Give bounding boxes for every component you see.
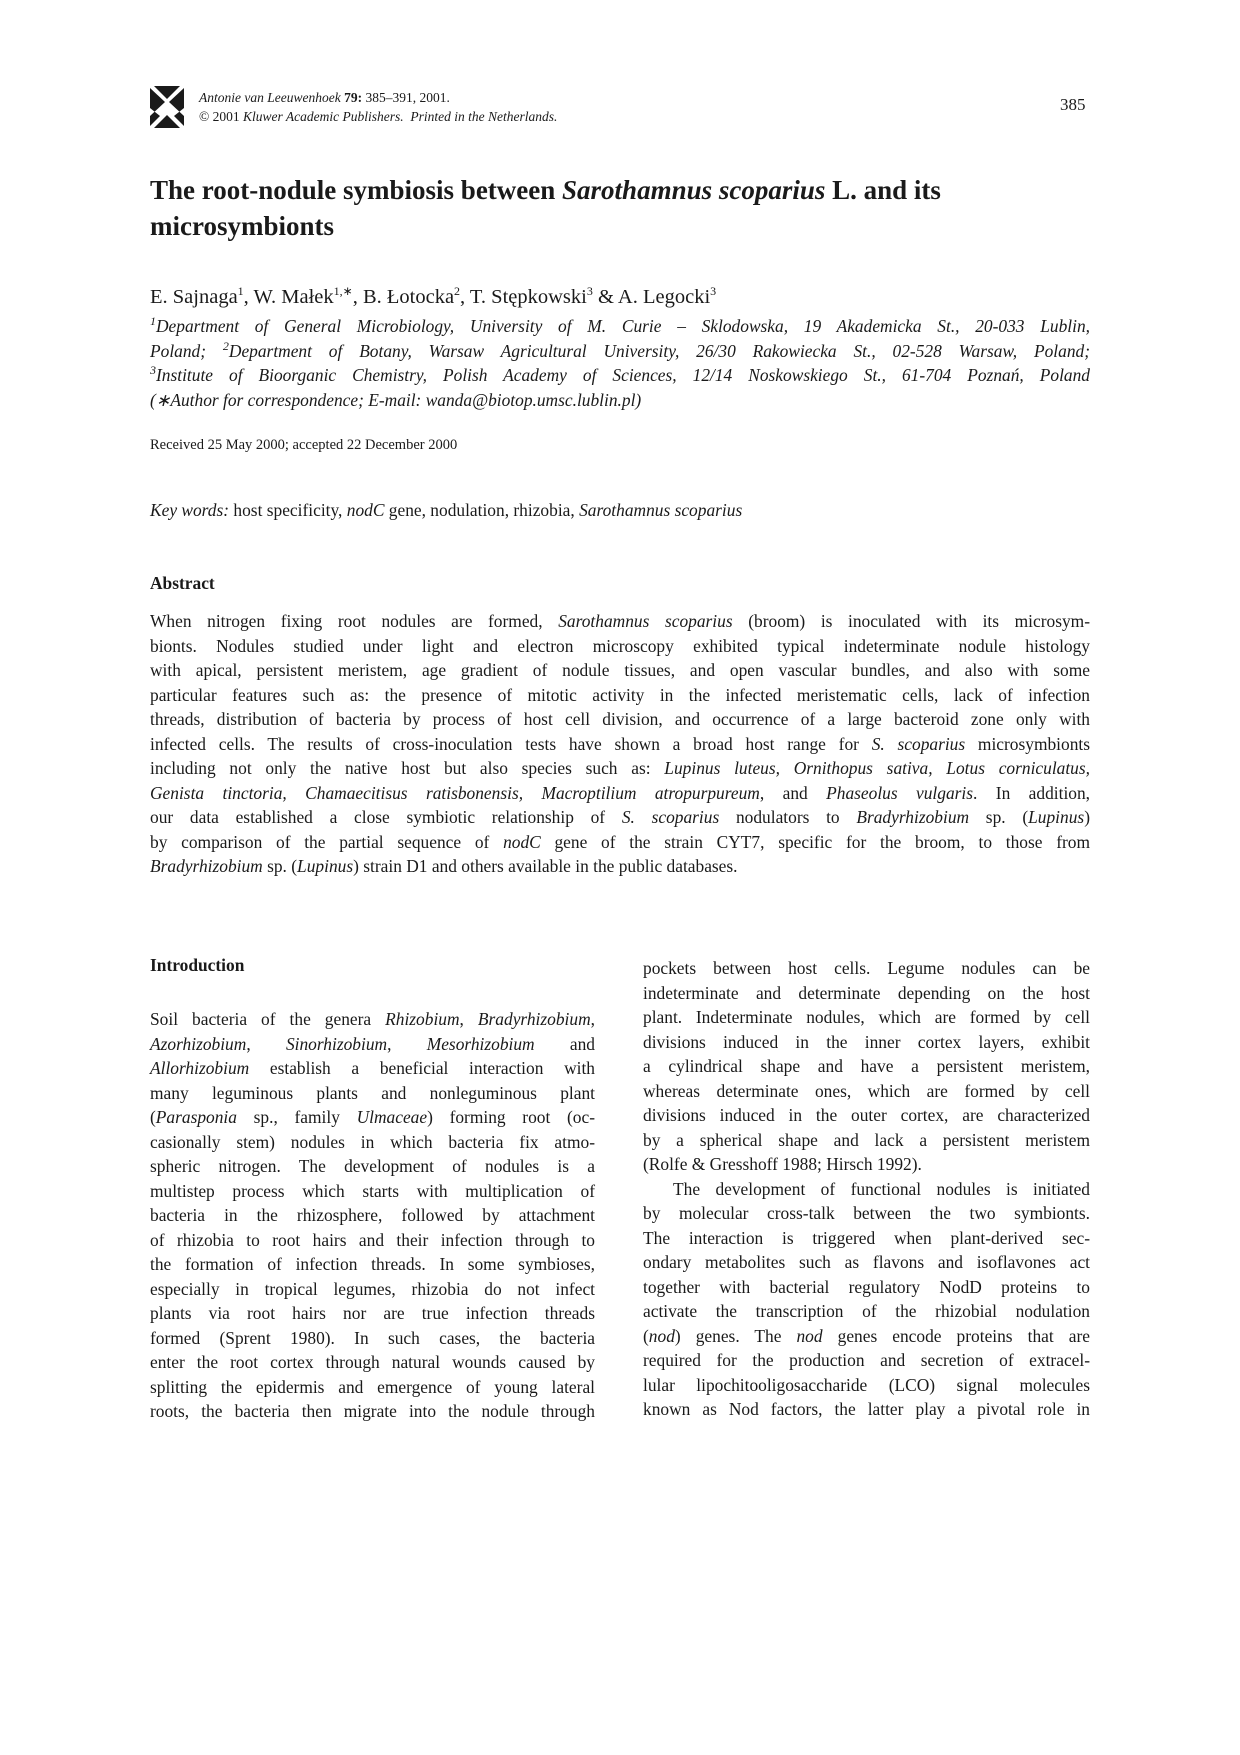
keywords: Key words: host specificity, nodC gene, nodulation, rhizobia, Sarothamnus scoparius	[150, 500, 743, 520]
abstract-body: When nitrogen fixing root nodules are formed, Sarothamnus scoparius (broom) is inoculated with its microsym- bionts. Nodules studied under light and electron microscopy exhibited typical indeterminate nodule histology with apical, persistent meristem, age gradient of nodule tissues, and open vascular bundles, and also with some particular features such as: the presence of mitotic activity in the infected meristematic cells, lack of infection threads, distribution of bacteria by process of host cell division, and occurrence of a large bacteroid zone only with infected cells. The results of cross-inoculation tests have shown a broad host range for S. scoparius microsymbionts including not only the native host but also species such as: Lupinus luteus, Ornithopus sativa, Lotus corniculatus, Genista tinctoria, Chamaecitisus ratisbonensis, Macroptilium atropurpureum, and Phaseolus vulgaris. In addition, our data established a close symbiotic relationship of S. scoparius nodulators to Bradyrhizobium sp. (Lupinus) by comparison of the partial sequence of nodC gene of the strain CYT7, specific for the broom, to those from Bradyrhizobium sp. (Lupinus) strain D1 and others available in the public databases.	[150, 611, 1091, 876]
page-number: 385	[1060, 95, 1086, 114]
copyright: © 2001	[199, 109, 244, 124]
received-dates: Received 25 May 2000; accepted 22 December 2000	[150, 437, 458, 453]
publisher-logo-icon	[150, 86, 184, 128]
journal-pages: 385–391, 2001.	[362, 90, 450, 105]
printed-note: Printed in the Netherlands.	[403, 109, 558, 124]
journal-name: Antonie van Leeuwenhoek	[199, 90, 341, 105]
title-species: Sarothamnus scoparius	[562, 175, 826, 205]
author-list: E. Sajnaga$^1$, W. Małek$^{1,∗}$, B. Łotocka$^2$, T. Stępkowski$^3$ & A. Legocki$^3$	[150, 284, 717, 308]
correspondence: (∗Author for correspondence; E-mail: wanda@biotop.umsc.lublin.pl)	[150, 389, 642, 410]
paper-title: The root-nodule symbiosis between Sarothamnus scoparius L. and its microsymbionts	[150, 175, 941, 241]
journal-citation	[199, 88, 557, 126]
affiliations: $^1$Department of General Microbiology, University of M. Curie – Sklodowska, 19 Akademicka St., 20-033 Lublin, Poland; $^2$Department of Botany, Warsaw Agricultural University, 26/30 Rakowiecka St., 02-528 Warsaw, Poland; $^3$Institute of Bioorganic Chemistry, Polish Academy of Sciences, 12/14 Noskowskiego St., 61-704 Poznań, Poland (∗Author for correspondence; E-mail: wanda@biotop.umsc.lublin.pl)	[150, 314, 1090, 412]
body-column-left: Soil bacteria of the genera Rhizobium, Bradyrhizobium, Azorhizobium, Sinorhizobium, Mesorhizobium and Allorhizobium establish a beneficial interaction with many leguminous plants and nonleguminous plant (Parasponia sp., family Ulmaceae) forming root (oc- casionally stem) nodules in which bacteria fix atmo- spheric nitrogen. The development of nodules is a multistep process which starts with multiplication of bacteria in the rhizosphere, followed by attachment of rhizobia to root hairs and their infection through to the formation of infection threads. In some symbioses, especially in tropical legumes, rhizobia do not infect plants via root hairs nor are true infection threads formed (Sprent 1980). In such cases, the bacteria enter the root cortex through natural wounds caused by splitting the epidermis and emergence of young lateral roots, the bacteria then migrate into the nodule through	[150, 1009, 595, 1421]
publisher-name: Kluwer Academic Publishers.	[243, 109, 404, 124]
introduction-heading: Introduction	[150, 955, 245, 975]
abstract-heading: Abstract	[150, 573, 215, 593]
body-column-right: pockets between host cells. Legume nodules can be indeterminate and determinate depending on the host plant. Indeterminate nodules, which are formed by cell divisions induced in the inner cortex layers, exhibit a cylindrical shape and have a persistent meristem, whereas determinate ones, which are formed by cell divisions induced in the outer cortex, are characterized by a spherical shape and lack a persistent meristem (Rolfe & Gresshoff 1988; Hirsch 1992). The development of functional nodules is initiated by molecular cross-talk between the two symbionts. The interaction is triggered when plant-derived sec- ondary metabolites such as flavons and isoflavones act together with bacterial regulatory NodD proteins to activate the transcription of the rhizobial nodulation (nod) genes. The nod genes encode proteins that are required for the production and secretion of extracel- lular lipochitooligosaccharide (LCO) signal molecules known as Nod factors, the latter play a pivotal role in	[643, 958, 1090, 1419]
journal-volume: 79:	[344, 90, 363, 105]
